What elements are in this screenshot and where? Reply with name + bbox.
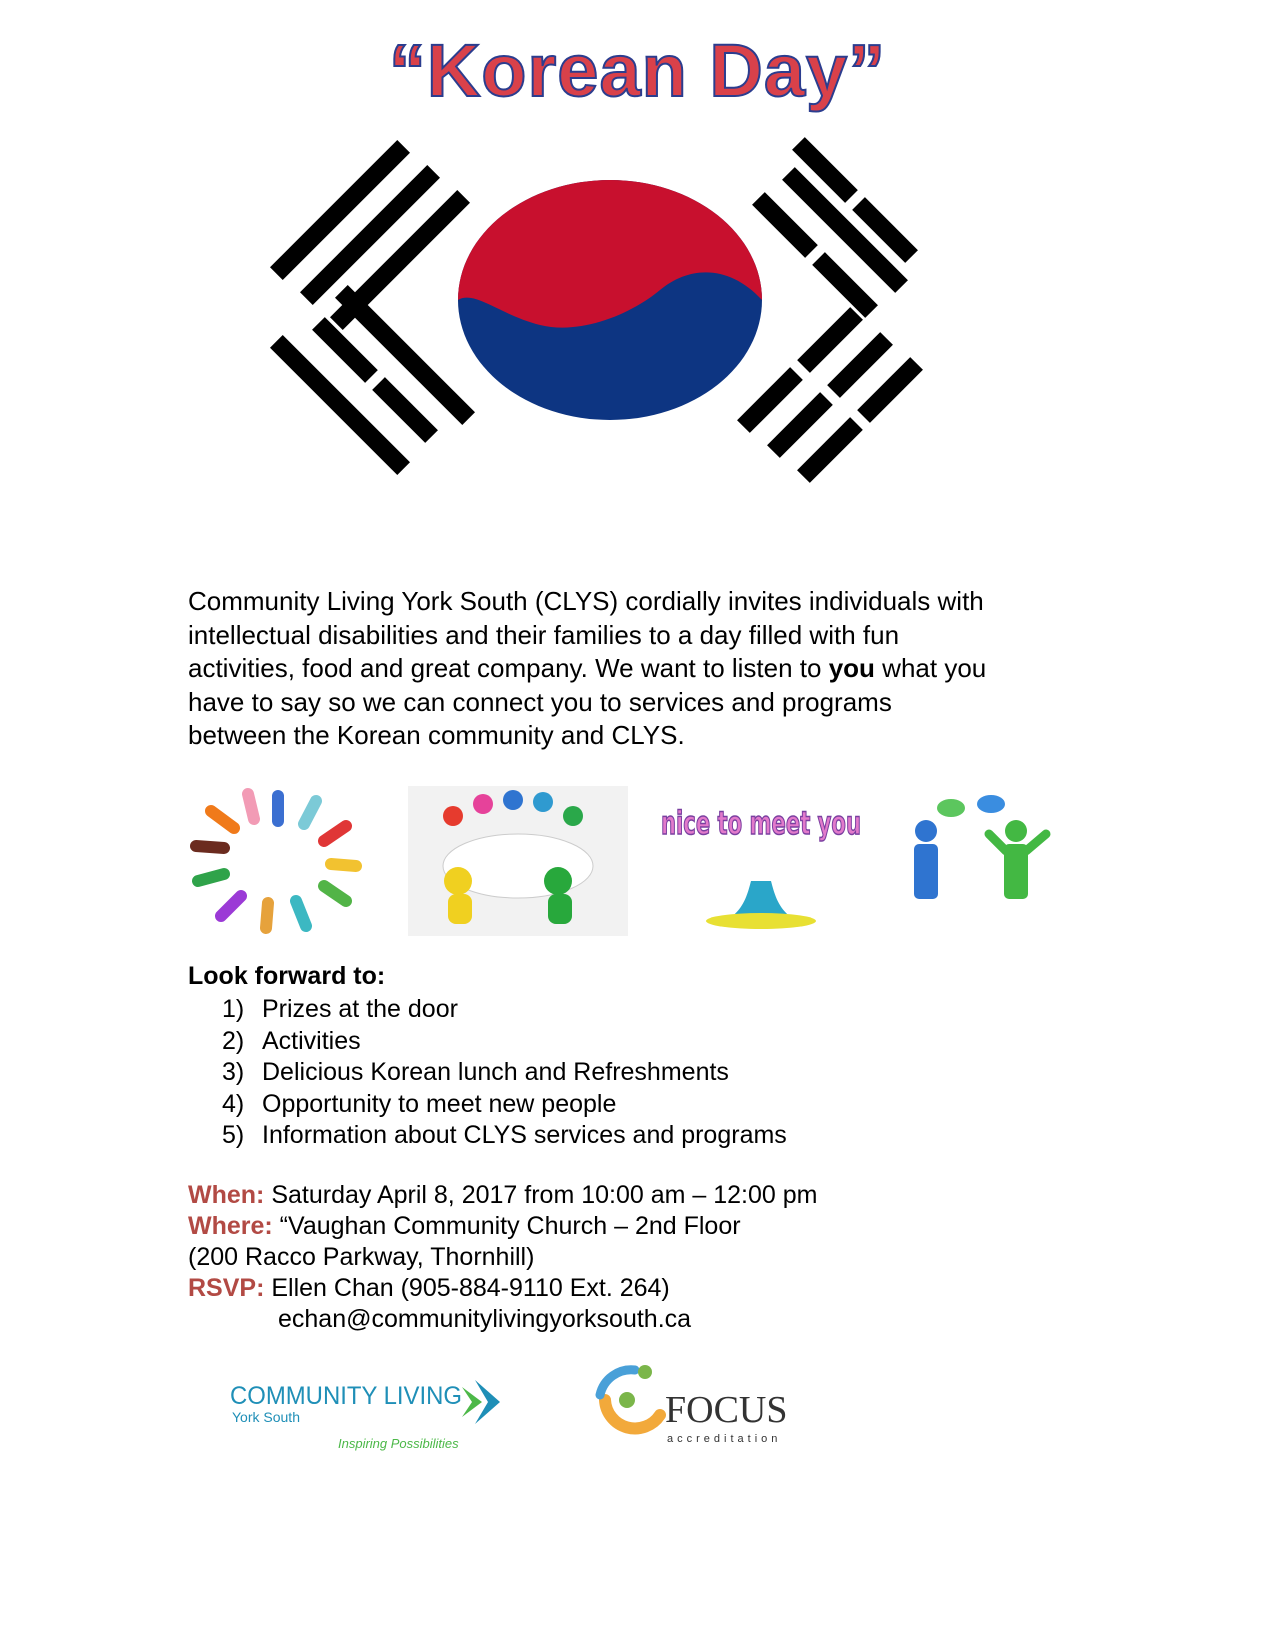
community-living-logo — [230, 1372, 520, 1452]
hands-circle-image — [186, 786, 371, 936]
list-item — [222, 994, 787, 1026]
logo-york-south-text: York South — [232, 1409, 300, 1425]
intro-text: activities, food and great company. We want to listen to — [188, 653, 829, 683]
when-value: Saturday April 8, 2017 from 10:00 am – 12:00 pm — [264, 1181, 818, 1209]
focus-swirl-icon — [600, 1370, 635, 1395]
rsvp-email[interactable]: echan@communitylivingyorksouth.ca — [278, 1305, 692, 1333]
intro-emphasis: you — [828, 653, 875, 683]
intro-text: what you — [874, 653, 987, 683]
list-number: 4) — [222, 1089, 245, 1118]
look-forward-heading: Look forward to: — [188, 962, 386, 990]
logo-tagline-text: Inspiring Possibilities — [338, 1436, 459, 1451]
list-text: Information about CLYS services and programs — [262, 1121, 787, 1149]
round-table-people-image — [408, 786, 628, 936]
rsvp-line — [188, 1273, 817, 1304]
focus-accreditation-logo — [585, 1360, 815, 1455]
korean-flag-image — [300, 95, 980, 515]
intro-line — [188, 652, 1108, 686]
where-address: (200 Racco Parkway, Thornhill) — [188, 1243, 535, 1271]
intro-paragraph — [188, 585, 1108, 753]
list-item — [222, 1057, 787, 1089]
logo-arrow-icon — [462, 1387, 482, 1417]
list-number: 1) — [222, 995, 245, 1023]
flag-trigram-top-left — [270, 140, 470, 330]
list-number: 3) — [222, 1058, 245, 1086]
list-item — [222, 1120, 787, 1152]
list-text: Prizes at the door — [262, 995, 458, 1023]
intro-line: Community Living York South (CLYS) cordially invites individuals with — [188, 586, 984, 616]
when-line — [188, 1180, 817, 1211]
flag-trigram-bottom-left — [270, 285, 475, 475]
list-text: Activities — [262, 1026, 361, 1055]
talking-people-image — [886, 786, 1061, 936]
intro-line: intellectual disabilities and their families to a day filled with fun — [188, 619, 900, 650]
logo-community-living-text: COMMUNITY LIVING — [230, 1382, 462, 1410]
intro-line: between the Korean community and CLYS. — [188, 720, 685, 750]
list-number: 5) — [222, 1121, 245, 1149]
intro-line: have to say so we can connect you to services and programs — [188, 686, 892, 717]
where-line — [188, 1211, 817, 1242]
page-title: “Korean Day” — [388, 29, 887, 112]
rsvp-label: RSVP: — [188, 1274, 265, 1302]
when-label: When: — [188, 1181, 265, 1209]
focus-dot-icon — [619, 1392, 635, 1408]
list-item — [222, 1026, 787, 1058]
where-label: Where: — [188, 1212, 273, 1240]
flag-trigram-top-right — [752, 137, 918, 318]
where-value: “Vaughan Community Church – 2nd Floor — [272, 1212, 741, 1240]
look-forward-list — [222, 994, 787, 1152]
list-number: 2) — [222, 1026, 245, 1055]
nice-to-meet-you-text: nice to meet you — [661, 804, 861, 842]
list-text: Opportunity to meet new people — [262, 1089, 617, 1118]
nice-to-meet-you-image — [656, 786, 871, 936]
flag-taegeuk — [458, 180, 762, 420]
list-item — [222, 1089, 787, 1121]
rsvp-value: Ellen Chan (905-884-9110 Ext. 264) — [264, 1274, 670, 1302]
list-text: Delicious Korean lunch and Refreshments — [262, 1058, 729, 1086]
focus-sub-text: accreditation — [667, 1433, 782, 1445]
focus-text: FOCUS — [665, 1389, 788, 1431]
focus-dot-icon — [638, 1365, 652, 1379]
event-details — [188, 1180, 817, 1335]
flag-trigram-bottom-right — [737, 307, 923, 483]
